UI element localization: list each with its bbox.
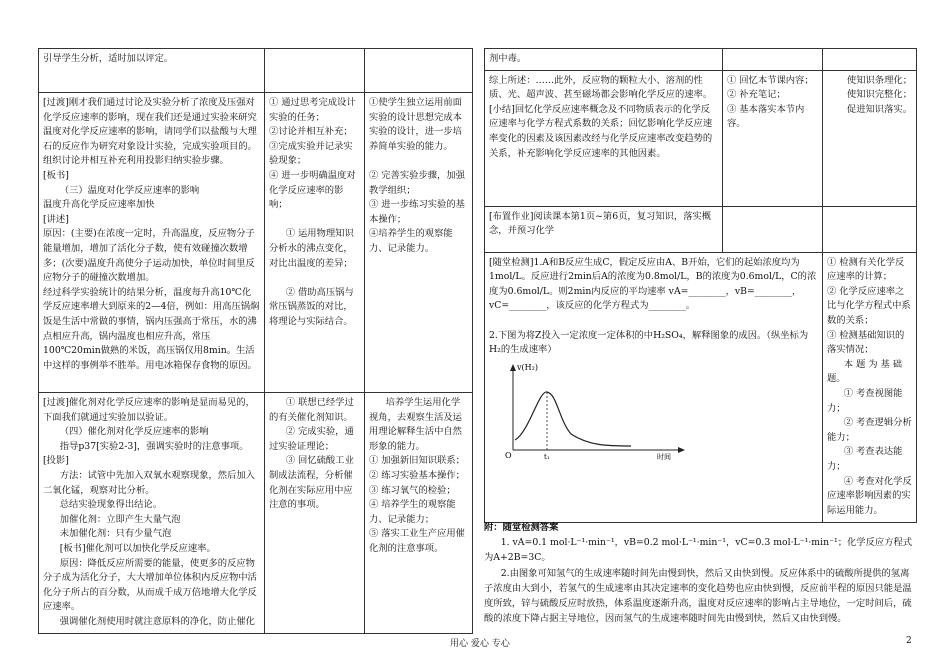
answers-heading: 附：随堂检测答案 <box>484 522 559 533</box>
text-line: ② 练习实验基本操作； <box>369 469 465 481</box>
right-row4-main <box>485 252 823 522</box>
heading-line: （四）催化剂对化学反应速率的影响 <box>59 426 209 438</box>
text-line: ④ 进一步明确温度对化学反应速率的影响； <box>269 169 356 211</box>
right-row-1 <box>485 49 917 71</box>
text-line: ⑤ 落实工业生产应用催化剂的注意事项。 <box>369 528 465 554</box>
text-line: ① 运用物理知识分析水的沸点变化，对比出温度的差异； <box>269 228 354 269</box>
left-row2-student <box>265 93 365 393</box>
text-line: ④培养学生的观察能力、记录能力。 <box>369 228 453 254</box>
text-line: ③ 进一步练习实验的基本操作； <box>369 199 465 225</box>
left-row1-main <box>39 49 265 93</box>
left-row2-purpose <box>365 93 473 393</box>
answers-section <box>484 520 914 626</box>
question-2: 2.下图为将Z投入一定浓度一定体积的中H₂SO₄，解释图象的成因。（纵坐标为H₂的生成速率） <box>489 329 809 356</box>
left-row-3 <box>39 393 473 634</box>
text-line: 经过科学实验统计的结果分析，温度每升高10℃化学反应速率增大到原来的2—4倍，例如：用高压锅焖饭是生活中常做的事情，锅内压强高于常压，水的沸点相应升高，锅内温度也相应升高，常压100℃20min做熟的米饭，高压锅仅用8min。生活中这样的事例举不胜举。用电冰箱保存食物的原因。 <box>43 286 260 371</box>
text-line: 剂中毒。 <box>489 53 527 64</box>
page-number: 2 <box>906 636 912 646</box>
answer-1: 1. vA=0.1 mol·L⁻¹·min⁻¹，vB=0.2 mol·L⁻¹·min⁻¹，vC=0.3 mol·L⁻¹·min⁻¹；化学反应方程式为A+2B=3C。 <box>484 537 913 564</box>
right-row-2 <box>485 70 917 206</box>
right-row1-main <box>485 49 723 71</box>
text-line: 指导p37[实验2-3]，强调实验时的注意事项。 <box>59 440 249 452</box>
text-line: ④ 考查对化学反应速率影响因素的实际运用能力。 <box>827 475 912 516</box>
text-line: 本 题 为 基 础题。 <box>827 358 903 385</box>
x-axis-arrow <box>678 447 685 453</box>
left-row3-student <box>265 393 365 634</box>
rate-time-chart <box>499 360 689 460</box>
text-line: ① 检测有关化学反应速率的计算； <box>827 256 905 283</box>
text-line: 促进知识落实。 <box>846 103 912 115</box>
footer-motto: 用心 爱心 专心 <box>450 639 510 649</box>
t1-label: t₁ <box>544 452 550 460</box>
text-line: [过渡]催化剂对化学反应速率的影响是显而易见的，下面我们就通过实验加以验证。 <box>43 397 255 423</box>
text-line: ① 联想已经学过的有关催化剂知识。 <box>269 397 354 423</box>
left-row3-main <box>39 393 265 634</box>
right-row2-main <box>485 70 723 206</box>
text-line: 原因：(主要)在浓度一定时，升高温度，反应物分子能量增加，增加了活化分子数，使有效碰撞次数增多；(次要)温度升高使分子运动加快，单位时间里反应物分子的碰撞次数增加。 <box>43 228 255 284</box>
left-row-2 <box>39 93 473 393</box>
text-line: ③ 检测基础知识的落实情况； <box>827 329 905 356</box>
text-line: 使知识条理化； <box>846 74 912 86</box>
text-line: 温度升高化学反应速率加快 <box>43 199 155 211</box>
right-lesson-table <box>484 48 917 523</box>
right-row3-purpose <box>823 206 917 252</box>
text-line: ② 补充笔记； <box>727 89 786 101</box>
text-line: ③ 回忆硫酸工业制成法流程，分析催化剂在实际应用中应注意的事项。 <box>269 455 354 511</box>
left-row1-purpose <box>365 49 473 93</box>
right-row-4 <box>485 252 917 522</box>
right-row1-purpose <box>823 49 917 71</box>
question-1: [随堂检测]1.A和B反应生成C，假定反应由A、B开始，它们的起始浓度均为1mol/L。反应进行2min后A的浓度为0.8mol/L，B的浓度为0.6mol/L，C的浓度为0.6mol/L。则2min内反应的平均速率 vA=________，vB=________，vC=________，该反应的化学方程式为________。 <box>489 256 817 312</box>
y-axis-arrow <box>510 364 516 371</box>
answer-2: 2.由图象可知氢气的生成速率随时间先由慢到快，然后又由快到慢。反应体系中的硫酸所提供的氢离子浓度由大到小，若氢气的生成速率由其决定速率的变化趋势也应由快到慢，反应前半程的原因只能是温度所致，锌与硫酸反应时放热，体系温度逐渐升高，温度对反应速率的影响占主导地位，一定时间后，硫酸的浓度下降占据主导地位，因而氢气的生成速率随时间先由慢到快，然后又由快到慢。 <box>484 567 912 625</box>
text-line: [小结]回忆化学反应速率概念及不同物质表示的化学反应速率与化学方程式系数的关系；回忆影响化学反应速率变化的因素及该因素改经与化学反应速率改变趋势的关系，补充影响化学反应速率的其他因素。 <box>489 103 713 159</box>
right-row3-student <box>723 206 823 252</box>
text-line: ③ 考查表达能力； <box>827 446 903 472</box>
left-row1-student <box>265 49 365 93</box>
text-line: 强调催化剂使用时就注意原料的净化，防止催化 <box>59 615 255 627</box>
text-line: [板书]催化剂可以加快化学反应速率。 <box>59 542 216 554</box>
text-line: ③ 基本落实本节内容。 <box>727 103 805 130</box>
right-row1-student <box>723 49 823 71</box>
text-line: ② 完成实验，通过实验证理论； <box>269 426 354 452</box>
text-line: ② 借助高压锅与常压锅蒸饭的对比，将理论与实际结合。 <box>269 286 354 327</box>
text-line: ① 通过思考完成设计实验的任务； <box>269 97 356 123</box>
text-line: [板书] <box>43 169 69 181</box>
y-axis-label: v(H₂) <box>517 362 538 372</box>
text-line: 未加催化剂：只有少量气泡 <box>59 528 172 540</box>
right-row2-purpose <box>823 70 917 206</box>
text-line: ① 考查视图能力； <box>827 387 903 414</box>
text-line: [过渡]刚才我们通过讨论及实验分析了浓度及压强对化学反应速率的影响，现在我们还是通过实验来研究温度对化学反应速率的影响，请同学们以盐酸与大理石的反应作为研究对象设计实验，完成实验项目的。组织讨论并相互补充利用投影归纳实验步骤。 <box>43 97 257 167</box>
text-line: ②讨论并相互补充； <box>269 126 353 138</box>
right-row3-main <box>485 206 723 252</box>
text-line: [布置作业]阅读课本第1页~第6页，复习知识，落实概念，并预习化学 <box>489 210 712 237</box>
origin-label: O <box>505 450 512 460</box>
text-line: 加催化剂：立即产生大量气泡 <box>59 513 181 525</box>
text-line: 原因：降低反应所需要的能量，使更多的反应物分子成为活化分子，大大增加单位体积内反应物中活化分子所占的百分数，从而成千成万倍地增大化学反应速率。 <box>43 557 257 613</box>
text-line: 引导学生分析，适时加以评定。 <box>43 53 174 64</box>
text-line: ② 考查逻辑分析能力； <box>827 417 912 443</box>
left-lesson-table <box>38 48 473 634</box>
text-line: ① 加强新旧知识联系； <box>369 455 465 467</box>
right-row2-student <box>723 70 823 206</box>
left-row-1 <box>39 49 473 93</box>
text-line: 使知识完整化； <box>846 89 912 101</box>
text-line: ② 完善实验步骤，加强教学组织； <box>369 169 465 196</box>
text-line: ② 化学反应速率之比与化学方程式中系数的关系； <box>827 285 911 326</box>
text-line: ③ 练习氧气的检验； <box>369 484 456 496</box>
text-line: ①使学生独立运用前面实验的设计思想完成本实验的设计，进一步培养简单实验的能力。 <box>369 97 462 152</box>
right-row4-purpose <box>823 252 917 522</box>
left-row3-purpose <box>365 393 473 634</box>
heading-line: （三）温度对化学反应速率的影响 <box>59 184 200 196</box>
x-axis-label: 时间 <box>657 452 671 460</box>
right-row-3 <box>485 206 917 252</box>
text-line: ③完成实验并记录实验现象； <box>269 140 353 167</box>
text-line: 方法：试管中先加入双氧水观察现象，然后加入二氧化锰，观察对比分析。 <box>43 469 255 496</box>
text-line: ④ 培养学生的观察能力、记录能力； <box>369 499 456 525</box>
text-line: ① 回忆本节课内容； <box>727 74 814 86</box>
left-row2-main <box>39 93 265 393</box>
text-line: [讲述] <box>43 213 69 225</box>
text-line: 总结实验现象得出结论。 <box>59 499 163 511</box>
text-line: 培养学生运用化学视角，去观察生活及运用理论解释生活中自然形象的能力。 <box>369 397 462 452</box>
text-line: [投影] <box>43 455 69 467</box>
text-line: 综上所述：……此外，反应物的颗粒大小、溶剂的性质、光、超声波、甚至磁场都会影响化学反应的速率。 <box>489 74 713 101</box>
rate-curve <box>515 392 631 446</box>
